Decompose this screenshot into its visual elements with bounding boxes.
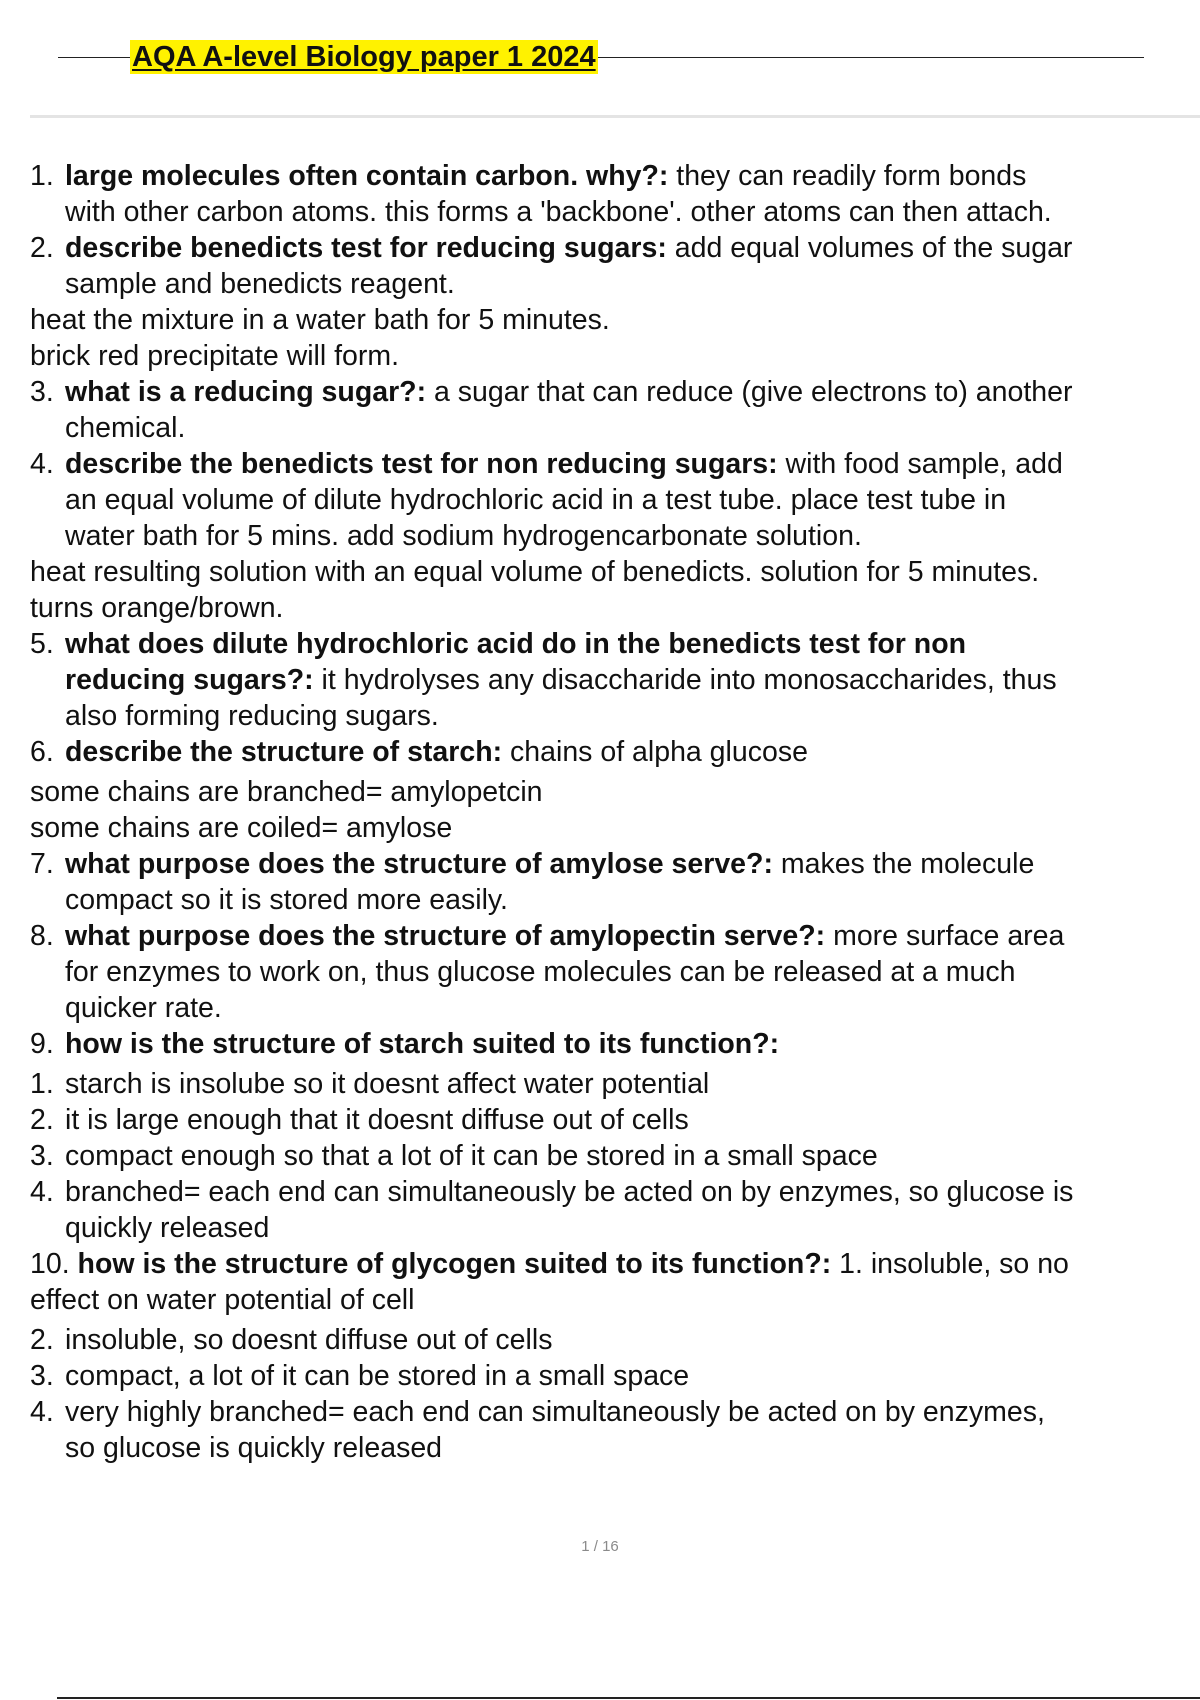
answer-text: more surface area	[825, 920, 1065, 952]
list-item-text: compact, a lot of it can be stored in a small space	[65, 1360, 690, 1392]
question-text: describe benedicts test for reducing sugars:	[65, 232, 667, 264]
answer-text: it hydrolyses any disaccharide into monosaccharides, thus	[313, 664, 1057, 696]
question-4	[30, 446, 1200, 554]
answer-continuation: some chains are coiled= amylose	[30, 812, 453, 844]
question-6	[30, 734, 1200, 770]
question-number: 6.	[30, 736, 54, 768]
list-item-text: it is large enough that it doesnt diffuse out of cells	[65, 1104, 689, 1136]
question-number: 7.	[30, 848, 54, 880]
list-item	[30, 1394, 1200, 1466]
question-number: 9.	[30, 1028, 54, 1060]
list-item-text: starch is insolube so it doesnt affect water potential	[65, 1068, 710, 1100]
answer-continuation: heat resulting solution with an equal volume of benedicts. solution for 5 minutes.	[30, 556, 1040, 588]
answer-text: chemical.	[65, 412, 186, 444]
list-item-number: 4.	[30, 1176, 54, 1208]
answer-text: also forming reducing sugars.	[65, 700, 439, 732]
question-text: what is a reducing sugar?:	[65, 376, 427, 408]
header-divider	[30, 115, 1200, 118]
question-10	[30, 1246, 1200, 1282]
answer-text: chains of alpha glucose	[502, 736, 808, 768]
question-number: 10.	[30, 1248, 70, 1280]
answer-text: a sugar that can reduce (give electrons to) another	[426, 376, 1073, 408]
answer-text: for enzymes to work on, thus glucose molecules can be released at a much	[65, 956, 1016, 988]
title-row	[58, 38, 1144, 78]
list-item	[30, 1138, 1200, 1174]
list-item-text: so glucose is quickly released	[65, 1432, 443, 1464]
question-9	[30, 1026, 1200, 1062]
answer-text: 1. insoluble, so no	[831, 1248, 1069, 1280]
answer-text: an equal volume of dilute hydrochloric acid in a test tube. place test tube in	[65, 484, 1007, 516]
answer-text: with other carbon atoms. this forms a 'backbone'. other atoms can then attach.	[65, 196, 1052, 228]
question-text: what does dilute hydrochloric acid do in the benedicts test for non	[65, 628, 967, 660]
list-item-text: very highly branched= each end can simultaneously be acted on by enzymes,	[65, 1396, 1045, 1428]
page-number: 1 / 16	[581, 1538, 619, 1555]
list-item-number: 1.	[30, 1068, 54, 1100]
question-3	[30, 374, 1200, 446]
answer-text: compact so it is stored more easily.	[65, 884, 508, 916]
list-item	[30, 1174, 1200, 1246]
question-2	[30, 230, 1200, 302]
question-text: how is the structure of starch suited to its function?:	[65, 1028, 780, 1060]
list-item-text: quickly released	[65, 1212, 270, 1244]
answer-text: quicker rate.	[65, 992, 222, 1024]
question-text: large molecules often contain carbon. why?:	[65, 160, 669, 192]
list-item-number: 3.	[30, 1140, 54, 1172]
answer-text: add equal volumes of the sugar	[666, 232, 1073, 264]
answer-continuation: some chains are branched= amylopetcin	[30, 776, 543, 808]
question-number: 1.	[30, 160, 54, 192]
answer-text: water bath for 5 mins. add sodium hydrogencarbonate solution.	[65, 520, 862, 552]
answer-text: makes the molecule	[772, 848, 1035, 880]
footer-rule	[57, 1697, 1200, 1699]
answer-continuation: heat the mixture in a water bath for 5 minutes.	[30, 304, 610, 336]
answer-text: sample and benedicts reagent.	[65, 268, 455, 300]
list-item-text: compact enough so that a lot of it can be stored in a small space	[65, 1140, 878, 1172]
list-item	[30, 1322, 1200, 1358]
question-number: 8.	[30, 920, 54, 952]
answer-continuation: effect on water potential of cell	[30, 1284, 415, 1316]
question-list	[30, 158, 1200, 1466]
list-item-number: 3.	[30, 1360, 54, 1392]
question-number: 3.	[30, 376, 54, 408]
answer-continuation: turns orange/brown.	[30, 592, 284, 624]
question-1	[30, 158, 1200, 230]
question-text: what purpose does the structure of amylose serve?:	[65, 848, 773, 880]
list-item	[30, 1358, 1200, 1394]
list-item-number: 2.	[30, 1104, 54, 1136]
question-7	[30, 846, 1200, 918]
list-item-text: insoluble, so doesnt diffuse out of cells	[65, 1324, 553, 1356]
list-item-number: 2.	[30, 1324, 54, 1356]
list-item	[30, 1066, 1200, 1102]
question-8	[30, 918, 1200, 1026]
question-text: how is the structure of glycogen suited to its function?:	[77, 1248, 832, 1280]
list-item	[30, 1102, 1200, 1138]
question-5	[30, 626, 1200, 734]
question-text: describe the structure of starch:	[65, 736, 503, 768]
list-item-text: branched= each end can simultaneously be acted on by enzymes, so glucose is	[65, 1176, 1074, 1208]
answer-text: with food sample, add	[777, 448, 1063, 480]
document-title: AQA A-level Biology paper 1 2024	[132, 41, 596, 73]
question-text: describe the benedicts test for non reducing sugars:	[65, 448, 778, 480]
answer-continuation: brick red precipitate will form.	[30, 340, 400, 372]
list-item-number: 4.	[30, 1396, 54, 1428]
answer-text: they can readily form bonds	[668, 160, 1027, 192]
question-number: 4.	[30, 448, 54, 480]
question-text: reducing sugars?:	[65, 664, 314, 696]
question-text: what purpose does the structure of amylopectin serve?:	[65, 920, 826, 952]
question-number: 2.	[30, 232, 54, 264]
question-number: 5.	[30, 628, 54, 660]
